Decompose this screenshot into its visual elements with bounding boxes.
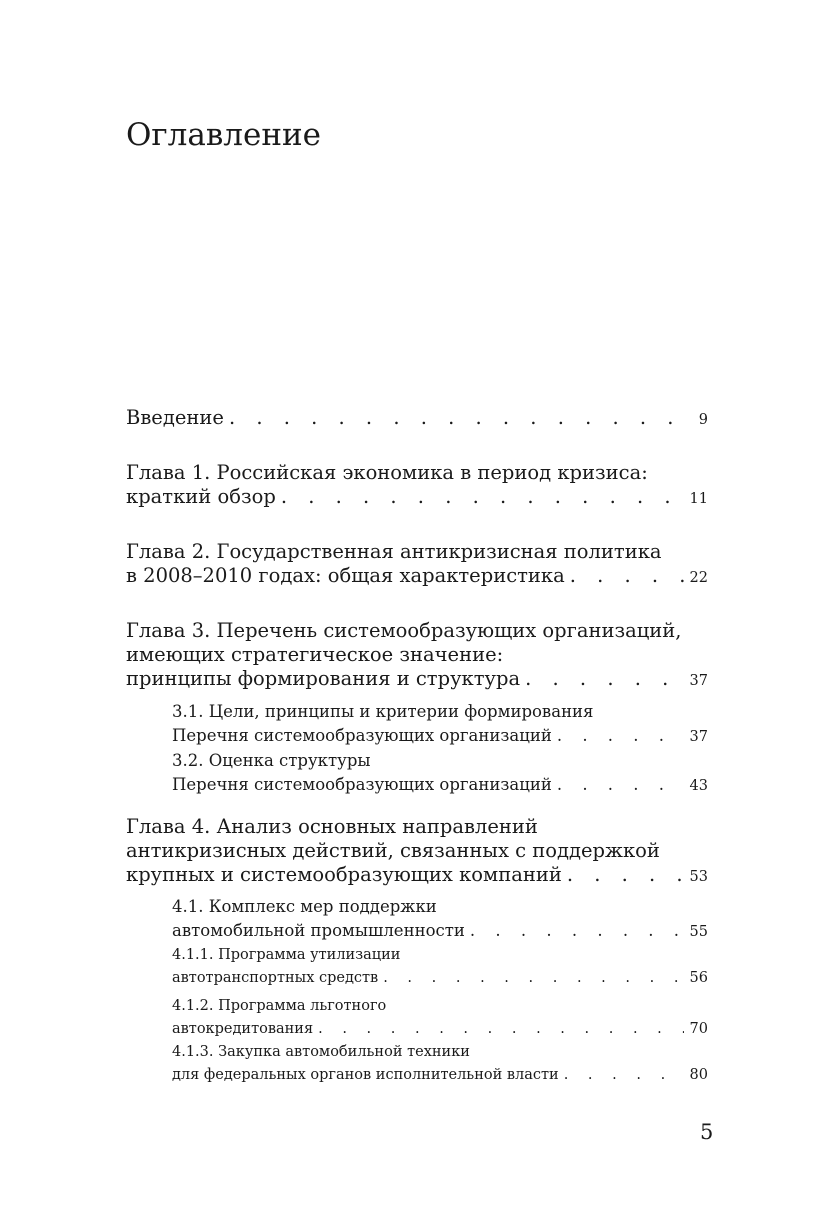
page-title: Оглавление bbox=[126, 117, 321, 153]
toc-entry-section-4-1-2[interactable] bbox=[172, 995, 708, 1041]
toc-page-number: 80 bbox=[689, 1067, 708, 1083]
toc-entry-title-cont: автомобильной промышленности bbox=[172, 921, 465, 940]
toc-entry-section-4-1[interactable] bbox=[172, 895, 708, 944]
toc-entry-title: 3.1. Цели, принципы и критерии формирования bbox=[172, 702, 594, 721]
dot-leader bbox=[313, 1018, 683, 1041]
toc-entry-chapter-1[interactable] bbox=[126, 461, 708, 511]
dot-leader bbox=[224, 406, 693, 430]
toc-entry-title-cont: Перечня системообразующих организаций bbox=[172, 775, 552, 794]
dot-leader bbox=[552, 724, 684, 748]
dot-leader bbox=[559, 1064, 684, 1087]
toc-page-number: 37 bbox=[689, 729, 708, 745]
toc-entry-chapter-3[interactable] bbox=[126, 619, 708, 693]
toc-entry-title: Введение bbox=[126, 406, 224, 429]
toc-entry-title-cont: автокредитования bbox=[172, 1021, 314, 1037]
toc-entry-chapter-2[interactable] bbox=[126, 540, 708, 590]
toc-entry-section-4-1-3[interactable] bbox=[172, 1041, 708, 1087]
toc-entry-title: Глава 2. Государственная антикризисная политика bbox=[126, 540, 662, 563]
toc-page-number: 9 bbox=[698, 412, 708, 428]
toc-page-number: 55 bbox=[689, 924, 708, 940]
toc-entry-title-cont: принципы формирования и структура bbox=[126, 667, 521, 690]
dot-leader bbox=[565, 564, 684, 588]
toc-page-number: 56 bbox=[689, 970, 708, 986]
toc-entry-intro[interactable] bbox=[126, 406, 708, 432]
toc-page-number: 43 bbox=[689, 778, 708, 794]
toc-entry-title-cont: крупных и системообразующих компаний bbox=[126, 863, 562, 886]
toc-entry-chapter-4[interactable] bbox=[126, 815, 708, 889]
toc-entry-title-cont: Перечня системообразующих организаций bbox=[172, 726, 552, 745]
dot-leader bbox=[465, 919, 684, 943]
toc-entry-title: 4.1.2. Программа льготного bbox=[172, 998, 387, 1014]
toc-page-number: 70 bbox=[689, 1021, 708, 1037]
toc-entry-title-cont: автотранспортных средств bbox=[172, 970, 379, 986]
dot-leader bbox=[520, 667, 683, 691]
toc-entry-title-cont: для федеральных органов исполнительной власти bbox=[172, 1067, 559, 1083]
toc-entry-title: 3.2. Оценка структуры bbox=[172, 751, 371, 770]
toc-entry-title-cont: в 2008–2010 годах: общая характеристика bbox=[126, 564, 565, 587]
toc-entry-title: Глава 1. Российская экономика в период кризиса: bbox=[126, 461, 648, 484]
toc-page-number: 22 bbox=[689, 570, 708, 586]
dot-leader bbox=[552, 773, 684, 797]
toc-entry-title-cont: имеющих стратегическое значение: bbox=[126, 643, 504, 666]
toc-entry-section-4-1-1[interactable] bbox=[172, 944, 708, 990]
toc-entry-section-3-2[interactable] bbox=[172, 749, 708, 798]
toc-entry-title: Глава 3. Перечень системообразующих организаций, bbox=[126, 619, 682, 642]
dot-leader bbox=[276, 485, 684, 509]
toc-page-number: 53 bbox=[689, 869, 708, 885]
toc-entry-title-cont: антикризисных действий, связанных с поддержкой bbox=[126, 839, 660, 862]
toc-entry-section-3-1[interactable] bbox=[172, 700, 708, 749]
toc-entry-title: 4.1.3. Закупка автомобильной техники bbox=[172, 1044, 470, 1060]
toc-entry-title: 4.1.1. Программа утилизации bbox=[172, 947, 401, 963]
dot-leader bbox=[378, 967, 683, 990]
page-number: 5 bbox=[700, 1120, 714, 1144]
toc-entry-title-cont: краткий обзор bbox=[126, 485, 276, 508]
dot-leader bbox=[562, 863, 684, 887]
toc-page-number: 11 bbox=[689, 491, 708, 507]
toc-entry-title: 4.1. Комплекс мер поддержки bbox=[172, 897, 437, 916]
toc-entry-title: Глава 4. Анализ основных направлений bbox=[126, 815, 538, 838]
toc-page-number: 37 bbox=[689, 673, 708, 689]
